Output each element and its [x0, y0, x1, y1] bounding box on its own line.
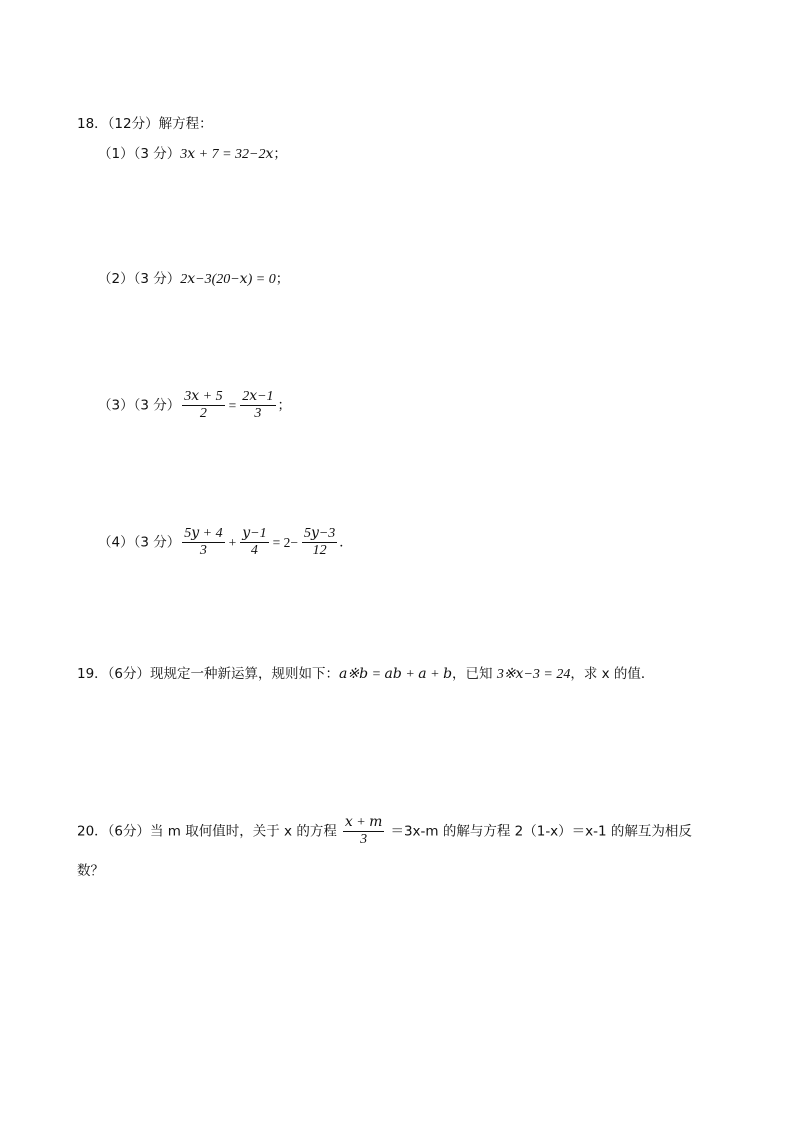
q18-part1-tail: ； — [273, 146, 287, 162]
q18-header-text: 18．（12分）解方程： — [77, 116, 213, 132]
q18-part3 — [98, 389, 291, 422]
q19-given: 3※𝑥−3 = 24 — [496, 667, 571, 682]
q18-part3-lhs-fraction — [182, 389, 224, 422]
q18-part4 — [98, 526, 353, 559]
q18-part1-label: （1）（3 分） — [98, 146, 181, 162]
q18-part3-lhs-numerator: 3𝑥 + 5 — [184, 389, 223, 404]
q18-part3-equals: = — [228, 397, 237, 413]
q18-part4-fraction-1-numerator: 5𝑦 + 4 — [184, 526, 223, 541]
q18-part4-tail: ． — [339, 534, 353, 551]
q18-part4-fraction-1 — [182, 526, 224, 559]
q18-part2 — [98, 270, 289, 289]
q18-part2-equation: 2𝑥−3(20−𝑥) = 0 — [180, 272, 276, 287]
q18-part4-fraction-1-denominator: 3 — [199, 543, 207, 558]
q18-part4-plus: + — [228, 534, 237, 550]
q18-part3-tail: ； — [277, 397, 292, 414]
q18-part1-equation: 3𝑥 + 7 = 32−2𝑥 — [180, 147, 274, 162]
q20-line1 — [77, 815, 692, 848]
q20-line2-text: 数？ — [77, 863, 104, 879]
q18-part2-tail: ； — [275, 271, 290, 287]
q18-part4-fraction-2-denominator: 4 — [250, 543, 258, 558]
q18-part4-fraction-3 — [302, 526, 337, 559]
q18-part3-rhs-denominator: 3 — [254, 406, 262, 421]
q18-part3-label: （3）（3 分） — [98, 397, 181, 414]
q19-rule: 𝑎※𝑏 = 𝑎𝑏 + 𝑎 + 𝑏 — [339, 667, 453, 682]
q20-fraction — [343, 815, 385, 848]
q18-header — [77, 115, 213, 133]
q18-part4-label: （4）（3 分） — [98, 534, 181, 551]
q18-part2-label: （2）（3 分） — [98, 271, 181, 287]
q18-part3-rhs-fraction — [240, 389, 275, 422]
q20-fraction-numerator: 𝑥 + 𝑚 — [344, 815, 383, 830]
q20-fraction-denominator: 3 — [360, 832, 368, 847]
q19-middle: ，已知 — [452, 666, 497, 682]
q18-part4-equals-two: = 2− — [272, 534, 298, 550]
q18-part3-rhs-numerator: 2𝑥−1 — [242, 389, 274, 404]
q20-prefix: 20．（6分）当 m 取何值时，关于 x 的方程 — [77, 823, 337, 840]
q20-line2 — [77, 862, 104, 880]
q18-part4-fraction-2-numerator: 𝑦−1 — [242, 526, 267, 541]
q19-prefix: 19．（6分）现规定一种新运算，规则如下： — [77, 666, 340, 682]
q20-suffix: ＝3x-m 的解与方程 2（1-x）＝x-1 的解互为相反 — [390, 823, 692, 840]
q18-part4-fraction-2 — [240, 526, 268, 559]
q18-part4-fraction-3-denominator: 12 — [312, 543, 327, 558]
q19-suffix: ，求 x 的值． — [570, 666, 655, 682]
q18-part3-lhs-denominator: 2 — [199, 406, 207, 421]
q18-part4-fraction-3-numerator: 5𝑦−3 — [303, 526, 336, 541]
q19 — [77, 665, 654, 684]
q18-part1 — [98, 145, 287, 164]
